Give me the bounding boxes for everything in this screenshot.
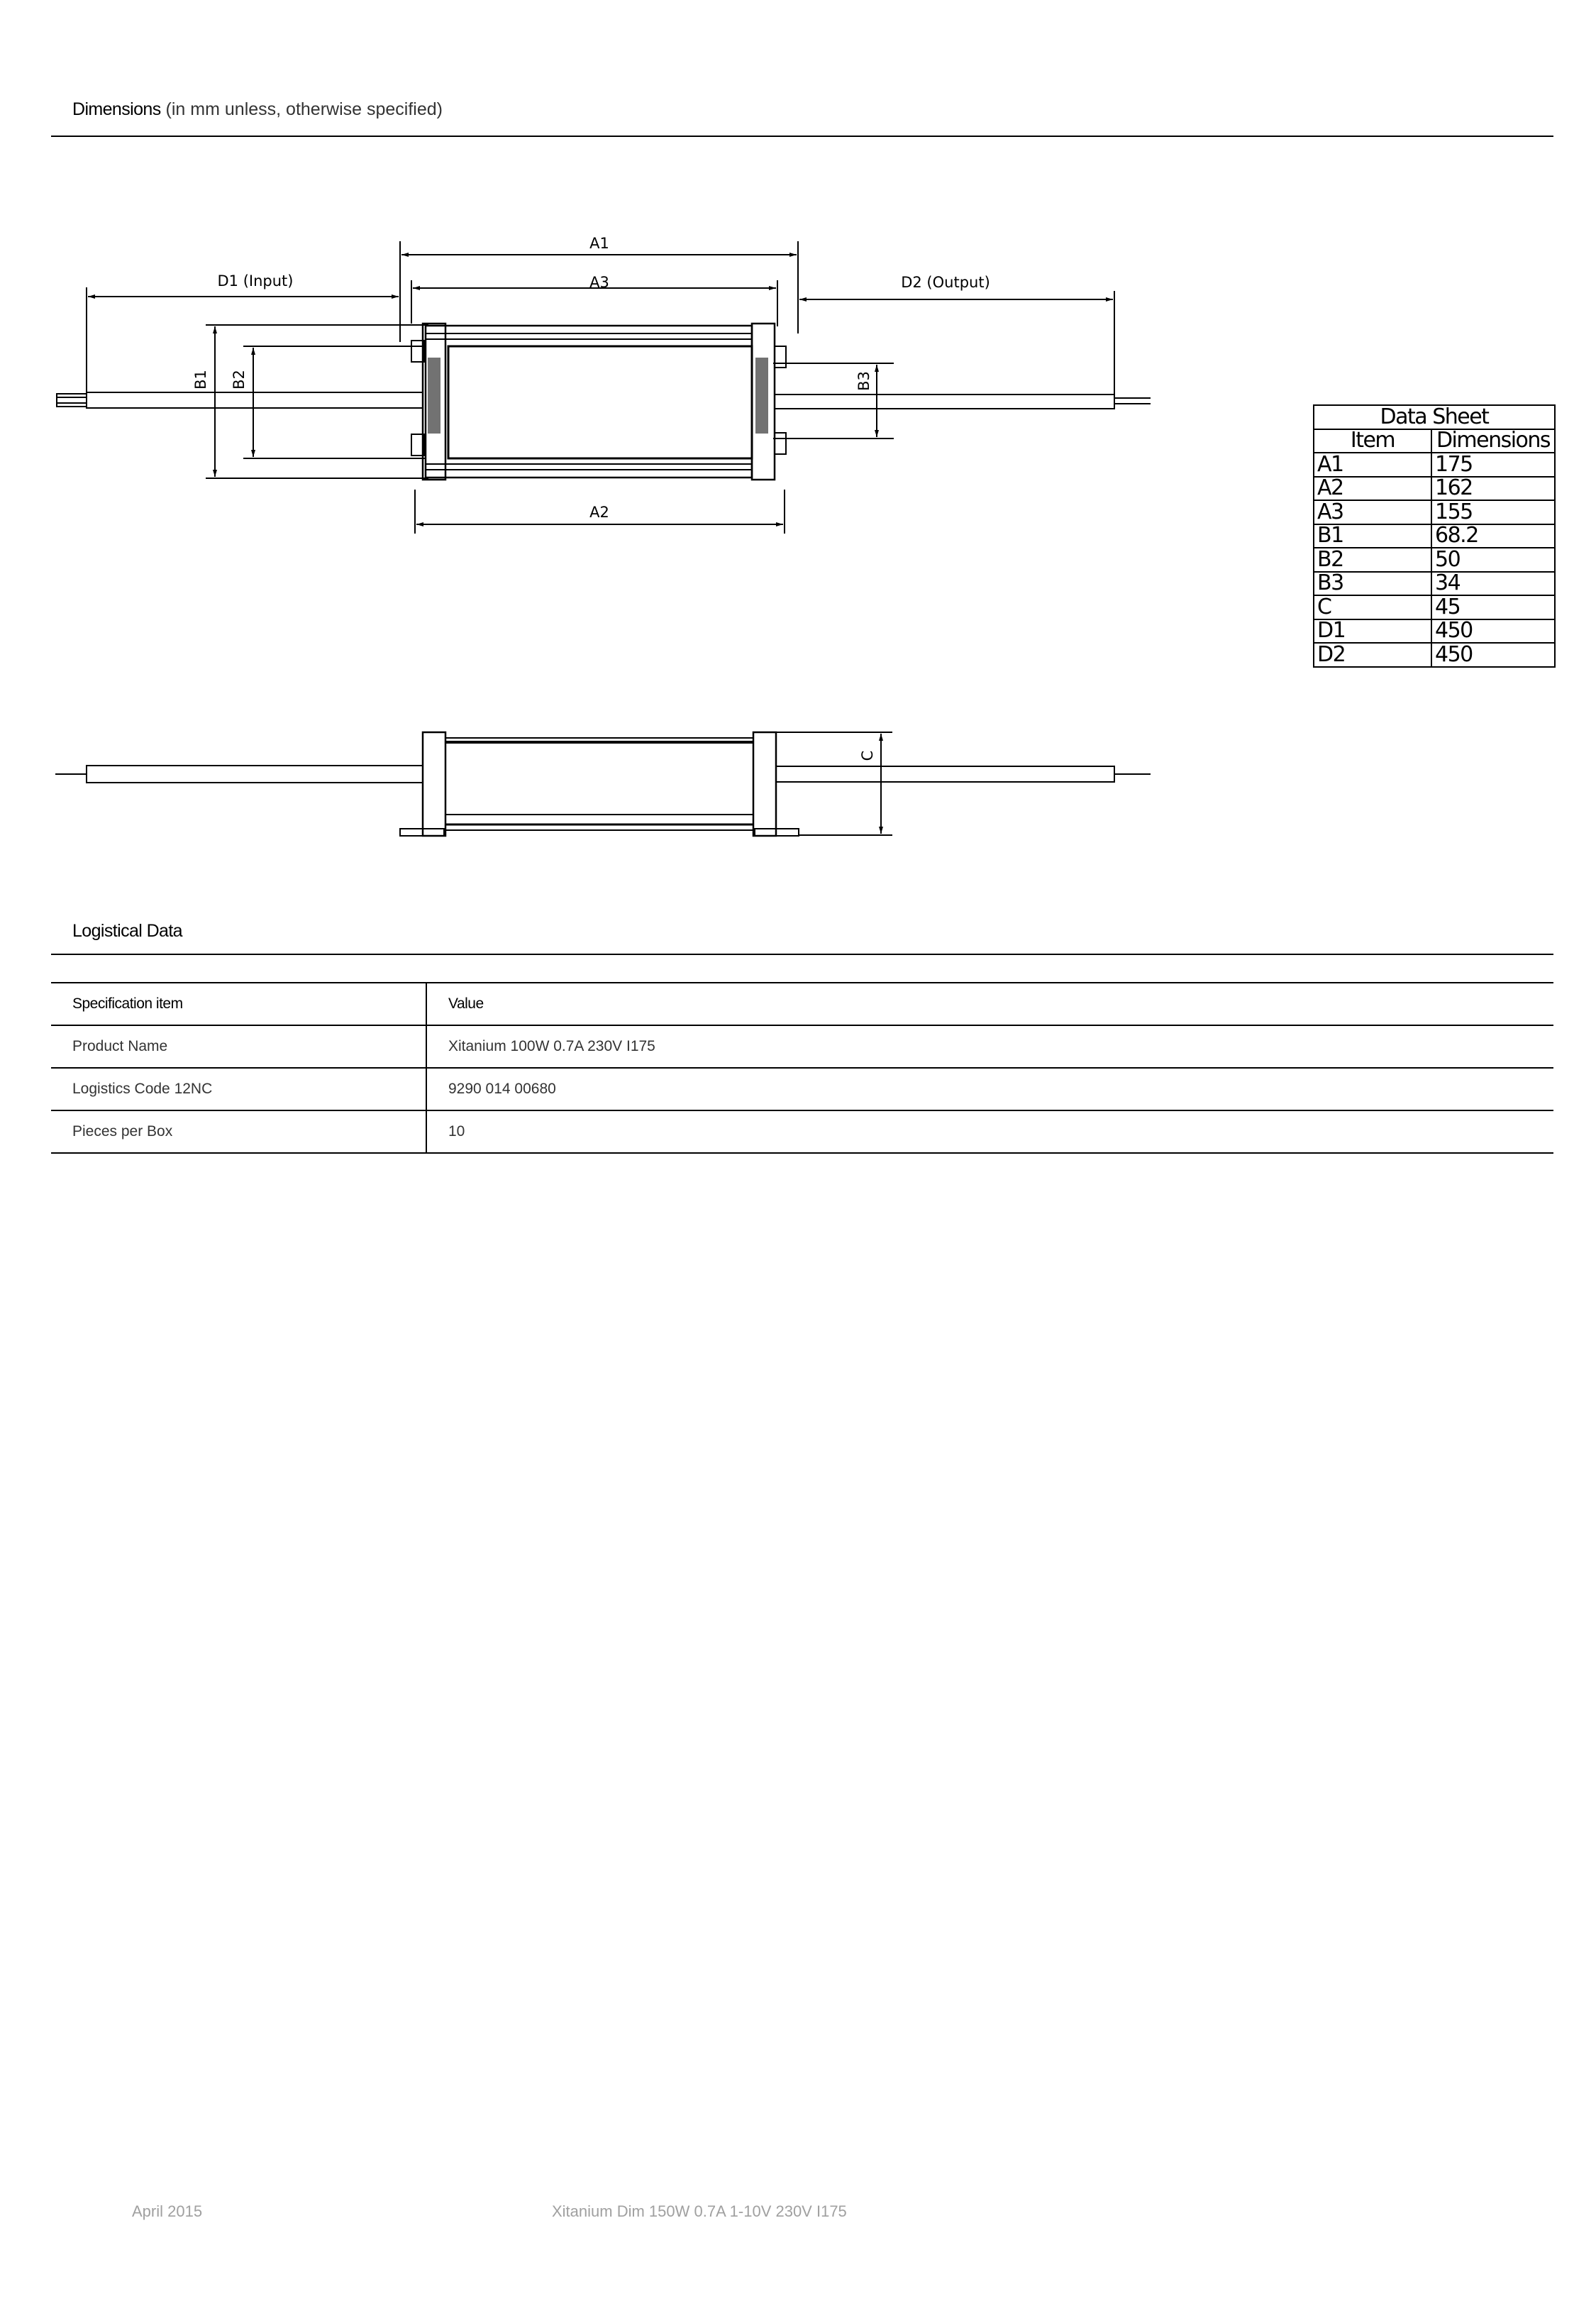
data-sheet-title: Data Sheet: [1314, 405, 1555, 429]
footer-product: Xitanium Dim 150W 0.7A 1-10V 230V I175: [552, 2202, 847, 2220]
logistical-rule: [51, 954, 1553, 955]
dimensions-note: (in mm unless, otherwise specified): [160, 99, 443, 119]
label-a3: A3: [589, 274, 609, 291]
spec-item: Logistics Code 12NC: [51, 1068, 426, 1110]
data-sheet-row: [1314, 619, 1555, 644]
data-sheet-row: [1314, 477, 1555, 501]
data-sheet-row: [1314, 548, 1555, 572]
spec-value: 10: [426, 1110, 1553, 1153]
dimensions-heading: [72, 99, 443, 120]
data-sheet-value: 175: [1431, 453, 1555, 477]
data-sheet-row: [1314, 595, 1555, 619]
data-sheet-value: 450: [1431, 619, 1555, 644]
logistical-heading: Logistical Data: [72, 921, 182, 941]
table-row: [51, 1068, 1553, 1110]
data-sheet-value: 34: [1431, 572, 1555, 596]
label-a1: A1: [589, 235, 609, 252]
label-b3: B3: [855, 371, 872, 391]
logistical-table: [51, 982, 1553, 1154]
data-sheet-item: B2: [1314, 548, 1431, 572]
data-sheet-col-dimensions: Dimensions: [1431, 429, 1555, 453]
data-sheet-value: 45: [1431, 595, 1555, 619]
data-sheet-row: [1314, 524, 1555, 548]
data-sheet-row: [1314, 500, 1555, 524]
spec-item: Product Name: [51, 1025, 426, 1068]
data-sheet-value: 155: [1431, 500, 1555, 524]
data-sheet-item: D2: [1314, 643, 1431, 667]
logistical-col-value: Value: [426, 983, 1553, 1025]
data-sheet-row: [1314, 643, 1555, 667]
label-d1: D1 (Input): [217, 272, 294, 289]
data-sheet-col-item: Item: [1314, 429, 1431, 453]
data-sheet-row: [1314, 453, 1555, 477]
logistical-header-row: [51, 983, 1553, 1025]
data-sheet-table: [1313, 404, 1556, 668]
data-sheet-header-row: [1314, 429, 1555, 453]
dimension-drawing: [0, 199, 1206, 866]
data-sheet-item: A1: [1314, 453, 1431, 477]
data-sheet-value: 68.2: [1431, 524, 1555, 548]
dimensions-title: Dimensions: [72, 99, 161, 119]
data-sheet-value: 162: [1431, 477, 1555, 501]
table-row: [51, 1110, 1553, 1153]
data-sheet-value: 50: [1431, 548, 1555, 572]
data-sheet-item: B3: [1314, 572, 1431, 596]
label-d2: D2 (Output): [901, 274, 990, 291]
data-sheet-item: D1: [1314, 619, 1431, 644]
data-sheet-item: B1: [1314, 524, 1431, 548]
label-b2: B2: [231, 370, 248, 390]
data-sheet-item: C: [1314, 595, 1431, 619]
data-sheet-title-row: [1314, 405, 1555, 429]
label-a2: A2: [589, 504, 609, 521]
logistical-col-spec: Specification item: [51, 983, 426, 1025]
dimension-labels: [192, 235, 990, 761]
data-sheet-row: [1314, 572, 1555, 596]
footer-date: April 2015: [132, 2202, 203, 2220]
data-sheet-item: A2: [1314, 477, 1431, 501]
dimensions-rule: [51, 136, 1553, 137]
label-c: C: [859, 750, 876, 761]
spec-item: Pieces per Box: [51, 1110, 426, 1153]
data-sheet-value: 450: [1431, 643, 1555, 667]
spec-value: 9290 014 00680: [426, 1068, 1553, 1110]
spec-value: Xitanium 100W 0.7A 230V I175: [426, 1025, 1553, 1068]
data-sheet-item: A3: [1314, 500, 1431, 524]
table-row: [51, 1025, 1553, 1068]
label-b1: B1: [192, 370, 209, 390]
